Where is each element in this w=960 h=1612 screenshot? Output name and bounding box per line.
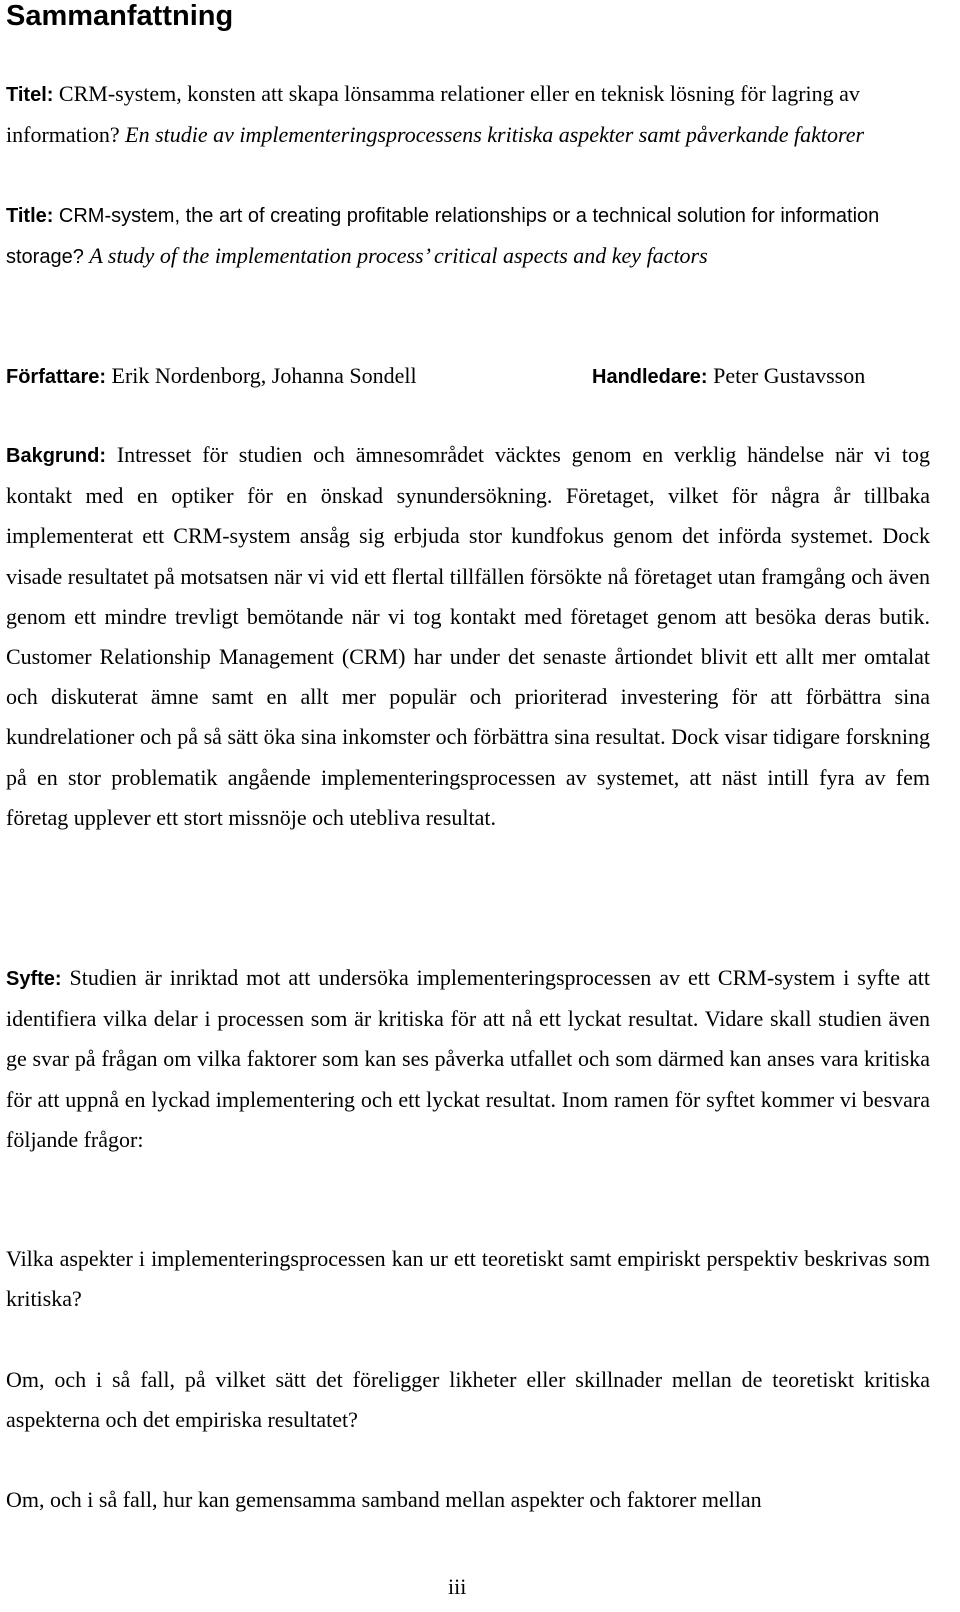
authors-names: Erik Nordenborg, Johanna Sondell: [111, 363, 417, 388]
authors: [6, 356, 417, 397]
supervisor: [592, 356, 865, 397]
page-number: iii: [448, 1574, 467, 1599]
english-title-label: Title:: [6, 205, 54, 227]
english-subtitle: A study of the implementation process’ critical aspects and key factors: [89, 243, 708, 269]
authors-row: [6, 356, 930, 396]
purpose-text: Studien är inriktad mot att undersöka implementeringsprocessen av ett CRM-system i syfte att identifiera vilka delar i processen som är kritiska för att nå ett lyckat resultat. Vidare skall studien även ge svar på frågan om vilka faktorer som kan ses påverka utfallet och som därmed kan anses vara kritiska för att uppnå en lyckad implementering och ett lyckat resultat. Inom ramen för syftet kommer vi besvara följande frågor:: [6, 965, 930, 1152]
swedish-title-block: [6, 74, 930, 155]
swedish-title-label: Titel:: [6, 84, 54, 106]
background-paragraph: [6, 435, 930, 838]
supervisor-name: Peter Gustavsson: [713, 363, 866, 388]
section-heading: Sammanfattning: [6, 0, 234, 32]
background-label: Bakgrund:: [6, 445, 106, 467]
purpose-paragraph: [6, 958, 930, 1160]
purpose-label: Syfte:: [6, 968, 62, 990]
swedish-title-text: CRM-system, konsten att skapa lönsamma relationer eller en teknisk lösning för lagring av information?: [6, 81, 860, 148]
question-3: Om, och i så fall, hur kan gemensamma samband mellan aspekter och faktorer mellan: [6, 1487, 762, 1512]
english-title-text: CRM-system, the art of creating profitable relationships or a technical solution for information storage?: [6, 205, 880, 269]
question-2: Om, och i så fall, på vilket sätt det föreligger likheter eller skillnader mellan de teoretiskt kritiska aspekterna och det empiriska resultatet?: [6, 1367, 930, 1433]
question-1: Vilka aspekter i implementeringsprocessen kan ur ett teoretiskt samt empiriskt perspektiv beskrivas som kritiska?: [6, 1246, 930, 1312]
english-title-block: [6, 195, 930, 277]
swedish-subtitle: En studie av implementeringsprocessens kritiska aspekter samt påverkande faktorer: [125, 122, 865, 148]
authors-label: Författare:: [6, 366, 107, 388]
background-text: Intresset för studien och ämnesområdet väcktes genom en verklig händelse när vi tog kontakt med en optiker för en önskad synundersökning. Företaget, vilket för några år tillbaka implementerat ett CRM-system ansåg sig erbjuda stor kundfokus genom det införda systemet. Dock visade resultatet på motsatsen när vi vid ett flertal tillfällen försökte nå företaget utan framgång och även genom ett mindre trevligt bemötande när vi tog kontakt med företaget genom att besöka deras butik. Customer Relationship Management (CRM) har under det senaste årtiondet blivit ett allt mer omtalat och diskuterat ämne samt en allt mer populär och prioriterad investering för att förbättra sina kundrelationer och på så sätt öka sina inkomster och förbättra sina resultat. Dock visar tidigare forskning på en stor problematik angående implementeringsprocessen av systemet, att näst intill fyra av fem företag upplever ett stort missnöje och utebliva resultat.: [6, 442, 931, 830]
supervisor-label: Handledare:: [592, 366, 708, 388]
